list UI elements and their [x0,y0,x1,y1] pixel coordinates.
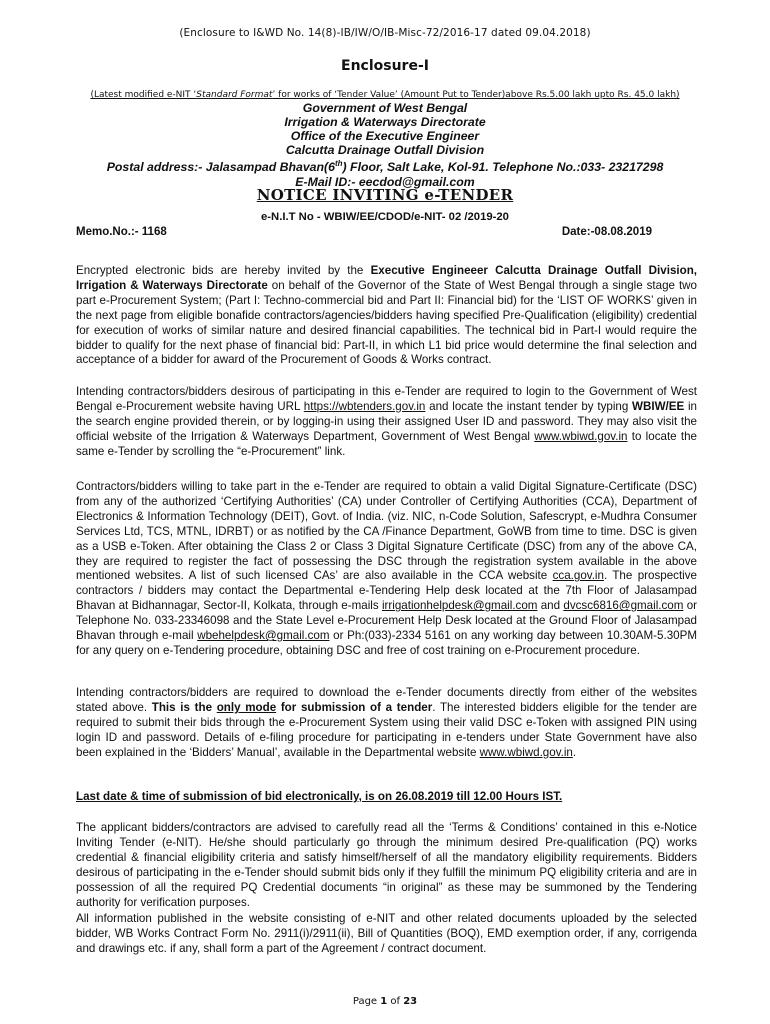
address-sup: th [334,159,343,169]
p4-text-c: . [572,745,577,759]
header-division: Calcutta Drainage Outfall Division [285,143,485,158]
header-directorate: Irrigation & Waterways Directorate [284,115,486,130]
page-footer [0,996,770,1007]
footer-page-label: Page [352,996,381,1007]
footer-of-label: of [387,996,404,1007]
paragraph-download [76,686,697,761]
p4-text-b: . The interested bidders eligible for the tender are required to submit their bids through the e-Procurement System using their valid DSC e-Token with assigned PIN using login ID and password. Details of e-filing procedure for participating in e-tenders under State Government have also been explained in the ‘Bidders’ Manual’, available in the Departmental website [76,700,697,759]
notice-date: Date:-08.08.2019 [561,226,652,238]
p3-text-c: and [537,599,564,613]
format-note-italic: Standard Format [196,90,273,100]
paragraph-advice: The applicant bidders/contractors are advised to carefully read all the ‘Terms & Conditions’ contained in this e-Notice Inviting Tender (e-NIT). He/she should particularly go through the minimum desired Pre-qualification (PQ) works credential & financial eligibility criteria and satisfy himself/herself of all the mandatory eligibility requirements. Bidders desirous of participating in the e-Tender should submit bids only if they fulfill the minimum PQ eligibility criteria and are in possession of all the required PQ Credential documents “in original” as these may be summoned by the Tendering authority for verification purposes. [76,821,697,909]
paragraph-dsc [76,480,697,659]
memo-number: Memo.No.:- 1168 [76,226,167,238]
p2-bold: WBIW/EE [632,399,685,413]
p4-bold-underline: only mode [216,700,277,714]
format-note-part1: (Latest modified e-NIT ‘ [90,90,197,100]
p4-bold1: This is the [151,700,217,714]
header-office: Office of the Executive Engineer [290,129,480,144]
paragraph-invitation [76,264,697,368]
p1-text-a: Encrypted electronic bids are hereby invited by the [76,264,371,277]
paragraph-information: All information published in the website consisting of e-NIT and other related documents uploaded by the selected bidder, WB Works Contract Form No. 2911(i)/2911(ii), Bill of Quantities (BOQ), EMD exemption order, if any, corrigenda and drawings etc. if any, shall form a part of the Agreement / contract document. [76,912,697,955]
p2-text-c: in the search engine provided therein, or by logging-in using their assigned User ID and password. They may also visit the official website of the Irrigation & Waterways Department, Government of West Bengal [76,399,697,443]
footer-page-total: 23 [403,996,418,1007]
wbe-helpdesk-email[interactable]: wbehelpdesk@gmail.com [197,629,330,643]
p2-text-a: Intending contractors/bidders desirous of participating in this e-Tender are required to login to the Government of West Bengal e-Procurement website having URL [76,385,697,413]
p2-text-d: to locate the same e-Tender by scrolling the “e-Procurement” link. [76,429,698,458]
paragraph-login [76,385,697,460]
p3-text-d: or Telephone No. 033-23346098 and the State Level e-Procurement Help Desk located at the Ground Floor of Jalasampad Bhavan through e-mail [76,599,698,643]
p1-text-c: on behalf of the Governor of the State of West Bengal through a single stage two part e-Procurement System; (Part I: Techno-commercial bid and Part II: Financial bid) for the ‘LIST OF WORKS’ given in the next page from eligible bonafide contractors/agencies/bidders having specified Pre-Qualification (eligibility) credential for execution of works of similar nature and desired financial capabilities. The technical bid in Part-I would require the bidder to qualify for the next phase of financial bid: Part-II, in which L1 bid price would determine the final selection and acceptance of a bidder for award of the Procurement of Goods & Works contract. [76,278,697,367]
p3-text-a: Contractors/bidders willing to take part in the e-Tender are required to obtain a valid Digital Signature-Certificate (DSC) from any of the authorized ‘Certifying Authorities’ (CA) under Controller of Certifying Authorities (CCA), Department of Electronics & Information Technology (DEIT), Govt. of India. (viz. NIC, n-Code Solution, Safescrypt, e-Mudhra Consumer Services Ltd, TCS, MTNL, IDRBT) or as notified by the CA /Finance Department, GoWB from time to time. DSC is given as a USB e-Token. After obtaining the Class 2 or Class 3 Digital Signature Certificate (DSC) from any of the above CA, they are required to register the fact of possessing the DSC through the registration system available in the above mentioned websites. A list of such licensed CAs’ are also available in the CCA website [76,480,697,583]
p3-text-e: or Ph:(033)-2334 5161 on any working day between 10.30AM-5.30PM for any query on e-Tendering procedure, obtaining DSC and free of cost training on e-Procurement procedure. [76,629,698,657]
wbiwd-link[interactable]: www.wbiwd.gov.in [534,429,628,443]
footer-page-number: 1 [380,996,388,1007]
format-note [0,90,770,100]
header-postal-address [0,157,770,174]
submission-deadline: Last date & time of submission of bid electronically, is on 26.08.2019 till 12.00 Hours IST. [76,790,563,803]
notice-title: NOTICE INVITING e-TENDER [256,186,514,204]
address-post: ) Floor, Salt Lake, Kol-91. Telephone No.:033- 23217298 [342,160,664,175]
enclosure-title: Enclosure-I [341,58,429,74]
cca-link[interactable]: cca.gov.in [552,569,604,583]
p4-text-a: Intending contractors/bidders are required to download the e-Tender documents directly from either of the websites stated above. [76,686,697,714]
dvcsc-email[interactable]: dvcsc6816@gmail.com [563,599,684,613]
p4-bold2: for submission of a tender [276,700,433,714]
p2-text-b: and locate the instant tender by typing [425,399,633,413]
p3-text-b: . The prospective contractors / bidders may contact the Departmental e-Tendering Help desk located at the 7th Floor of Jalasampad Bhavan at Bidhannagar, Sector-II, Kolkata, through e-mails [76,569,697,613]
office-header [0,101,770,189]
address-pre: Postal address:- Jalasampad Bhavan(6 [106,160,335,175]
nit-number: e-N.I.T No - WBIW/EE/CDOD/e-NIT- 02 /2019-20 [261,211,509,223]
format-note-part2: ’ for works of ‘Tender Value’ (Amount Put to Tender)above Rs.5.00 lakh upto Rs. 45.0 lakh) [272,90,680,100]
header-email: E-Mail ID:- eecdod@gmail.com [295,174,475,189]
wbtenders-link[interactable]: https://wbtenders.gov.in [303,399,426,413]
p1-bold: Executive Engineeer Calcutta Drainage Outfall Division, Irrigation & Waterways Directorate [76,264,698,292]
irrigation-helpdesk-email[interactable]: irrigationhelpdesk@gmail.com [381,599,538,613]
enclosure-reference: (Enclosure to I&WD No. 14(8)-IB/IW/O/IB-Misc-72/2016-17 dated 09.04.2018) [179,27,591,39]
header-government: Government of West Bengal [302,101,468,115]
wbiwd-link-2[interactable]: www.wbiwd.gov.in [479,745,573,759]
